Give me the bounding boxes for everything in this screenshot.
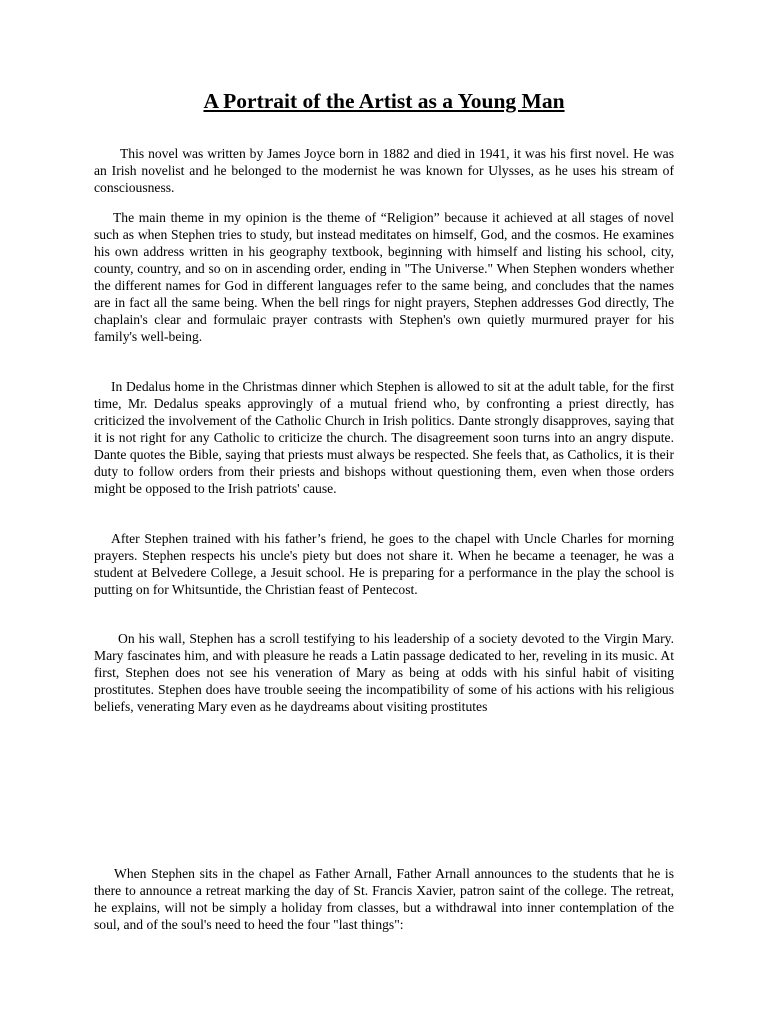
paragraph-intro: This novel was written by James Joyce born in 1882 and died in 1941, it was his first novel. He was an Irish novelist and he belonged to the modernist he was known for Ulysses, as he uses his stream of consciousness. [94,146,674,195]
paragraph-virgin-mary: On his wall, Stephen has a scroll testifying to his leadership of a society devoted to the Virgin Mary. Mary fascinates him, and with pleasure he reads a Latin passage dedicated to her, reveling in its music. At first, Stephen does not see his veneration of Mary as being at odds with his sinful habit of visiting prostitutes. Stephen does have trouble seeing the incompatibility of some of his actions with his religious beliefs, venerating Mary even as he daydreams about visiting prostitutes [94,631,674,714]
paragraph-chapel-prayers: After Stephen trained with his father’s friend, he goes to the chapel with Uncle Charles for morning prayers. Stephen respects his uncle's piety but does not share it. When he became a teenager, he was a student at Belvedere College, a Jesuit school. He is preparing for a performance in the play the school is putting on for Whitsuntide, the Christian feast of Pentecost. [94,531,674,597]
paragraph-retreat: When Stephen sits in the chapel as Father Arnall, Father Arnall announces to the students that he is there to announce a retreat marking the day of St. Francis Xavier, patron saint of the college. The retreat, he explains, will not be simply a holiday from classes, but a withdrawal into inner contemplation of the soul, and of the soul's need to heed the four "last things": [94,866,674,932]
document-title: A Portrait of the Artist as a Young Man [203,89,565,113]
paragraph-main-theme: The main theme in my opinion is the theme of “Religion” because it achieved at all stages of novel such as when Stephen tries to study, but instead meditates on himself, God, and the cosmos. He examines his own address written in his geography textbook, beginning with himself and listing his school, city, county, country, and so on in ascending order, ending in "The Universe." When Stephen wonders whether the different names for God in different languages refer to the same being, and concludes that the names are in fact all the same being. When the bell rings for night prayers, Stephen addresses God directly, The chaplain's clear and formulaic prayer contrasts with Stephen's own quietly murmured prayer for his family's well-being. [94,210,674,344]
paragraph-christmas-dinner: In Dedalus home in the Christmas dinner which Stephen is allowed to sit at the adult table, for the first time, Mr. Dedalus speaks approvingly of a mutual friend who, by confronting a priest directly, has criticized the involvement of the Catholic Church in Irish politics. Dante strongly disapproves, saying that it is not right for any Catholic to criticize the church. The disagreement soon turns into an angry dispute. Dante quotes the Bible, saying that priests must always be respected. She feels that, as Catholics, it is their duty to follow orders from their priests and bishops without questioning them, even when those orders might be opposed to the Irish patriots' cause. [94,379,674,496]
